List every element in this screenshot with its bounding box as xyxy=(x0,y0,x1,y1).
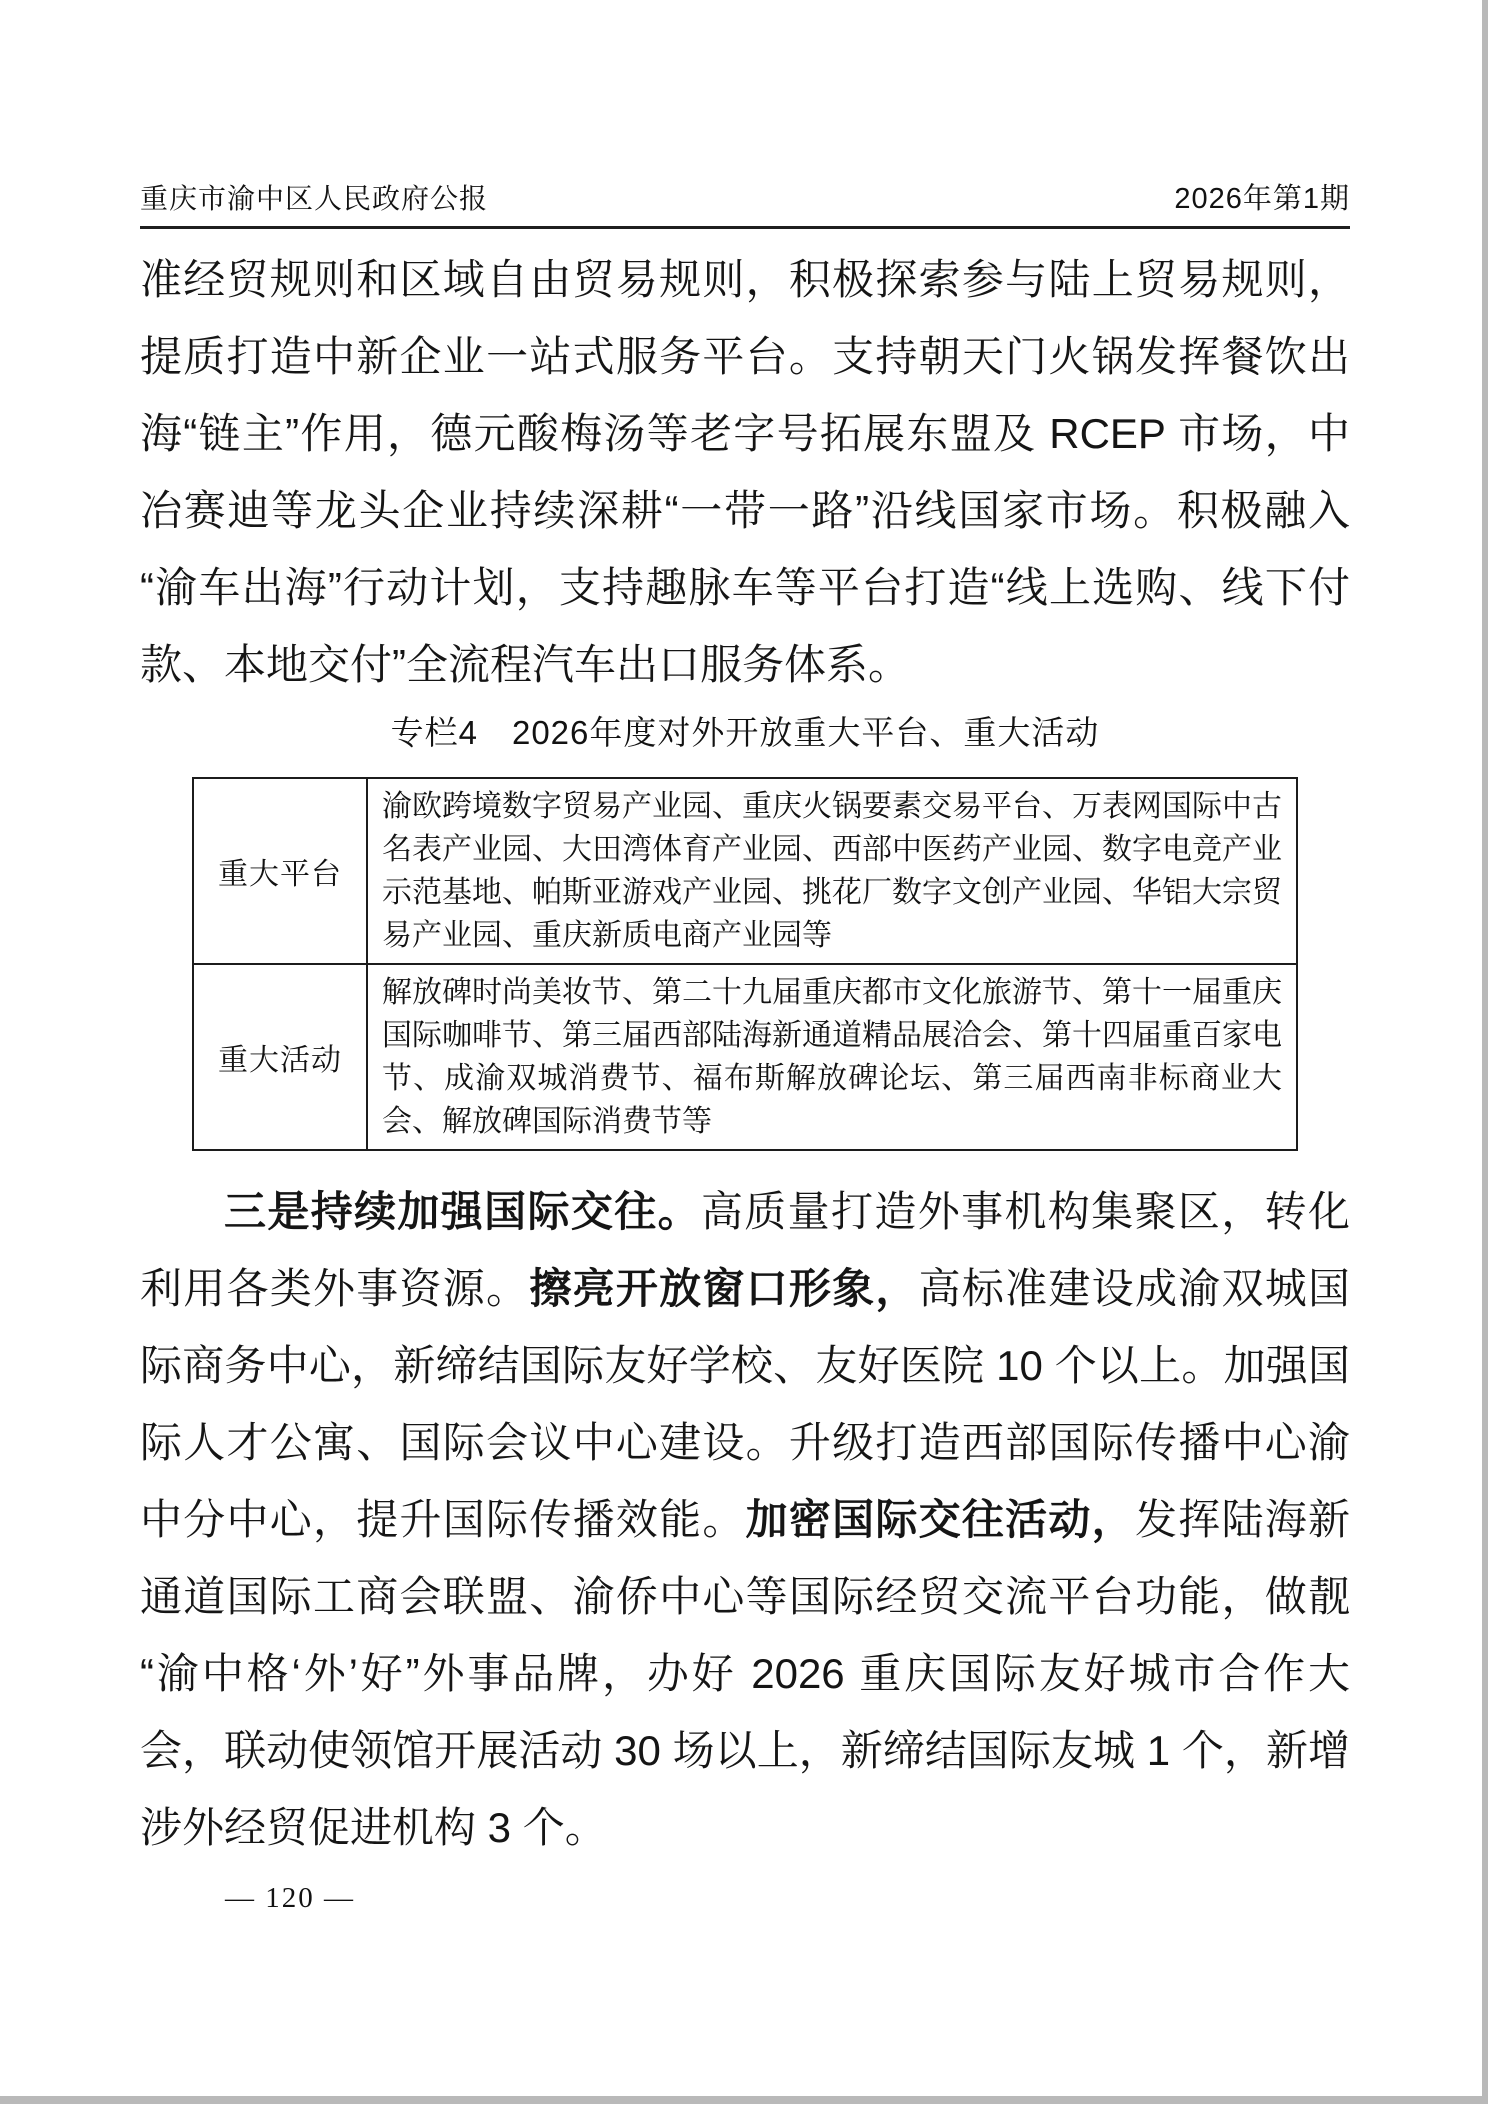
page-number: — 120 — xyxy=(225,1882,355,1914)
page-header xyxy=(140,0,1350,217)
issue-label: 2026年第1期 xyxy=(1174,183,1350,215)
table-row-activities xyxy=(193,964,1297,1150)
column-box-title: 专栏4 2026年度对外开放重大平台、重大活动 xyxy=(390,714,1100,751)
row-label-platforms: 重大平台 xyxy=(193,778,367,964)
header-rule xyxy=(140,226,1350,229)
row-label-activities: 重大活动 xyxy=(193,964,367,1150)
paragraph-trade-rules: 准经贸规则和区域自由贸易规则，积极探索参与陆上贸易规则，提质打造中新企业一站式服务平台。支持朝天门火锅发挥餐饮出海“链主”作用，德元酸梅汤等老字号拓展东盟及 RCEP 市场，中冶赛迪等龙头企业持续深耕“一带一路”沿线国家市场。积极融入“渝车出海”行动计划，支持趣脉车等平台打造“线上选购、线下付款、本地交付”全流程汽车出口服务体系。 xyxy=(140,256,1350,688)
row-content-activities: 解放碑时尚美妆节、第二十九届重庆都市文化旅游节、第十一届重庆国际咖啡节、第三届西部陆海新通道精品展洽会、第十四届重百家电节、成渝双城消费节、福布斯解放碑论坛、第三届西南非标商业大会、解放碑国际消费节等 xyxy=(367,964,1297,1150)
platforms-activities-table xyxy=(192,777,1298,1151)
gazette-title: 重庆市渝中区人民政府公报 xyxy=(140,183,489,214)
paragraph-international-exchange: 三是持续加强国际交往。高质量打造外事机构集聚区，转化利用各类外事资源。擦亮开放窗口形象，高标准建设成渝双城国际商务中心，新缔结国际友好学校、友好医院 10 个以上。加强国际人才公寓、国际会议中心建设。升级打造西部国际传播中心渝中分中心，提升国际传播效能。加密国际交往活动，发挥陆海新通道国际工商会联盟、渝侨中心等国际经贸交流平台功能，做靓“渝中格‘外’好”外事品牌，办好 2026 重庆国际友好城市合作大会，联动使领馆开展活动 30 场以上，新缔结国际友城 1 个，新增涉外经贸促进机构 3 个。 xyxy=(140,1188,1350,1851)
table-row-platforms xyxy=(193,778,1297,964)
row-content-platforms: 渝欧跨境数字贸易产业园、重庆火锅要素交易平台、万表网国际中古名表产业园、大田湾体育产业园、西部中医药产业园、数字电竞产业示范基地、帕斯亚游戏产业园、挑花厂数字文创产业园、华铝大宗贸易产业园、重庆新质电商产业园等 xyxy=(367,778,1297,964)
page-content xyxy=(140,0,1350,1915)
